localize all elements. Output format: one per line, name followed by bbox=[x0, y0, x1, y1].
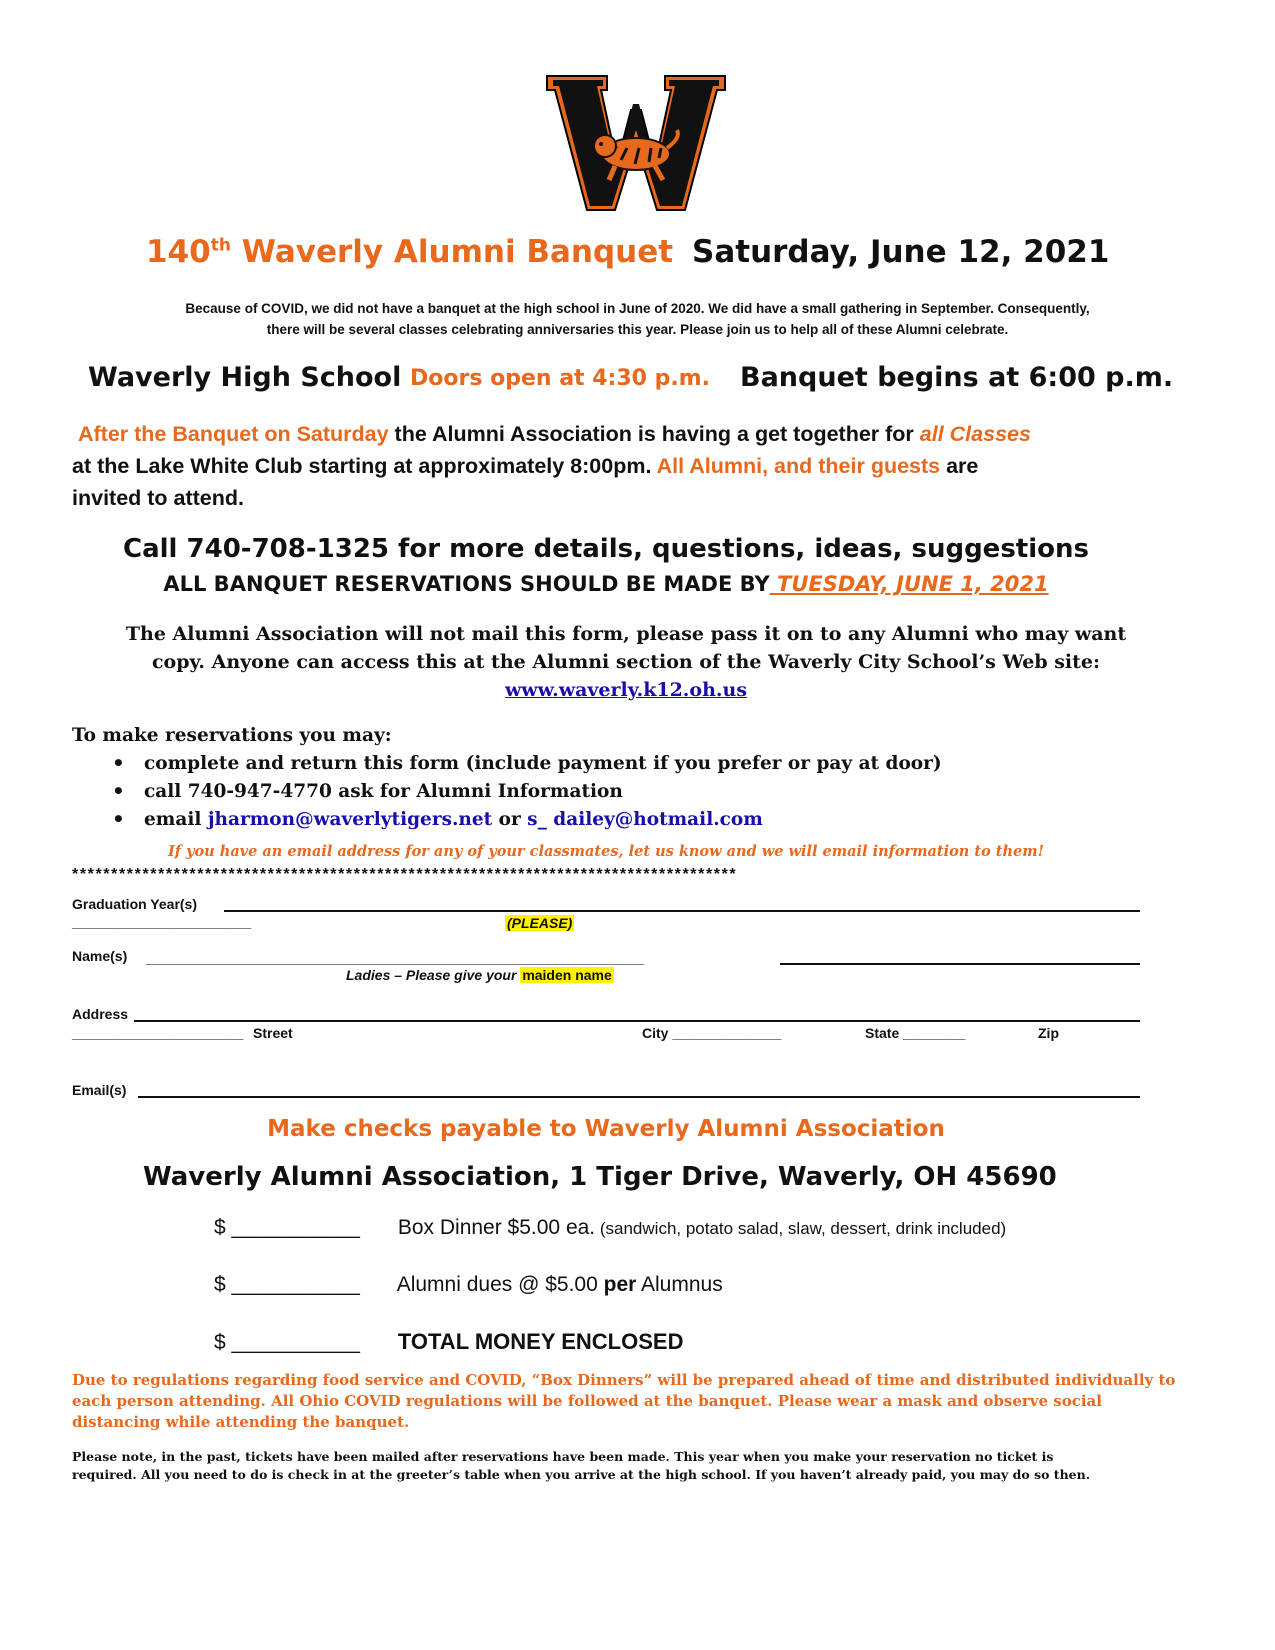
after-banquet-text-3: are bbox=[940, 454, 979, 478]
mail-note bbox=[40, 620, 1212, 704]
ticket-note-line-2: required. All you need to do is check in at the greeter’s table when you arrive at the high school. If you haven’t already paid, you may do so then. bbox=[72, 1467, 1091, 1482]
event-location: Waverly High School bbox=[88, 362, 402, 393]
names-label: Name(s) bbox=[72, 948, 128, 964]
zip-label: Zip bbox=[1038, 1025, 1059, 1041]
reservations-section bbox=[72, 722, 1192, 834]
box-dinner-amount-field[interactable]: $ ___________ bbox=[214, 1216, 360, 1239]
graduation-year-label: Graduation Year(s) bbox=[72, 896, 198, 912]
all-classes-text: all Classes bbox=[919, 422, 1031, 446]
total-amount-field[interactable]: $ ___________ bbox=[214, 1331, 360, 1354]
alumni-dues-per: per bbox=[603, 1273, 637, 1296]
mail-note-line-2: copy. Anyone can access this at the Alumni section of the Waverly City School’s Web site: bbox=[151, 651, 1101, 673]
box-dinner-row bbox=[214, 1216, 1174, 1240]
covid-note-line-1: Due to regulations regarding food service and COVID, “Box Dinners” will be prepared ahead of time and distributed individually to bbox=[72, 1371, 1176, 1389]
reservation-option-email bbox=[72, 806, 1192, 834]
doors-open: Doors open at 4:30 p.m. bbox=[410, 366, 710, 391]
address-field[interactable] bbox=[134, 1020, 1140, 1022]
after-banquet-text-1: the Alumni Association is having a get together for bbox=[388, 422, 920, 446]
names-underscore: ________________________________________________________________ bbox=[146, 950, 645, 966]
address-label: Address bbox=[72, 1006, 129, 1022]
covid-note-line-2: each person attending. All Ohio COVID regulations will be followed at the banquet. Please wear a mask and observe social bbox=[72, 1392, 1102, 1410]
all-alumni-text: All Alumni, and their guests bbox=[656, 454, 941, 478]
street-underscore: ______________________ bbox=[72, 1025, 244, 1041]
reservations-heading: To make reservations you may: bbox=[72, 725, 392, 746]
call-line: Call 740-708-1325 for more details, questions, ideas, suggestions bbox=[123, 534, 1089, 564]
classmates-note: If you have an email address for any of your classmates, let us know and we will email information to them! bbox=[168, 843, 1044, 860]
deadline-date: TUESDAY, JUNE 1, 2021 bbox=[769, 572, 1049, 596]
email-label: Email(s) bbox=[72, 1082, 127, 1098]
checks-payable: Make checks payable to Waverly Alumni Association bbox=[267, 1116, 945, 1142]
maiden-name-note bbox=[346, 967, 614, 983]
deadline-line bbox=[0, 572, 1212, 596]
reservation-option-form: • complete and return this form (include payment if you prefer or pay at door) bbox=[72, 750, 1192, 778]
email-link-jharmon[interactable]: jharmon@waverlytigers.net bbox=[207, 809, 493, 830]
deadline-label: ALL BANQUET RESERVATIONS SHOULD BE MADE BY bbox=[163, 572, 770, 596]
divider-stars: ************************************************************************************* bbox=[72, 866, 738, 883]
email-field[interactable] bbox=[138, 1096, 1140, 1098]
reservation-option-call: • call 740-947-4770 ask for Alumni Information bbox=[72, 778, 1192, 806]
banquet-date: Saturday, June 12, 2021 bbox=[692, 234, 1110, 270]
association-address: Waverly Alumni Association, 1 Tiger Drive, Waverly, OH 45690 bbox=[143, 1162, 1057, 1192]
covid-note bbox=[72, 1370, 1222, 1433]
graduation-year-field[interactable] bbox=[224, 910, 1140, 912]
title-text: Waverly Alumni Banquet bbox=[230, 234, 674, 270]
banquet-title bbox=[146, 234, 673, 270]
intro-line-1: Because of COVID, we did not have a banquet at the high school in June of 2020. We did have a small gathering in September. Consequently, bbox=[185, 301, 1090, 316]
box-dinner-detail: (sandwich, potato salad, slaw, dessert, drink included) bbox=[595, 1219, 1007, 1238]
after-banquet-lead: After the Banquet on Saturday bbox=[77, 422, 389, 446]
after-banquet-text-2: at the Lake White Club starting at approximately 8:00pm. bbox=[72, 454, 657, 478]
maiden-name-prefix: Ladies – Please give your bbox=[346, 967, 521, 983]
intro-line-2: there will be several classes celebrating anniversaries this year. Please join us to help all of these Alumni celebrate. bbox=[266, 322, 1009, 337]
city-field[interactable]: City ______________ bbox=[642, 1025, 782, 1041]
alumni-dues-row bbox=[214, 1273, 723, 1297]
email-or: or bbox=[492, 809, 528, 830]
graduation-year-underscore: _______________________ bbox=[72, 914, 252, 930]
banquet-begins: Banquet begins at 6:00 p.m. bbox=[740, 362, 1174, 393]
after-banquet-text-4: invited to attend. bbox=[72, 486, 244, 510]
reservations-list bbox=[72, 750, 1192, 834]
alumni-dues-prefix: Alumni dues @ $5.00 bbox=[396, 1273, 604, 1296]
email-link-dailey[interactable]: s_ dailey@hotmail.com bbox=[527, 809, 763, 830]
state-field[interactable]: State ________ bbox=[865, 1025, 966, 1041]
names-field[interactable] bbox=[780, 963, 1140, 965]
covid-note-line-3: distancing while attending the banquet. bbox=[72, 1413, 410, 1431]
title-superscript: th bbox=[210, 235, 231, 256]
box-dinner-label: Box Dinner $5.00 ea. bbox=[397, 1216, 596, 1239]
please-label bbox=[505, 915, 574, 931]
alumni-dues-amount-field[interactable]: $ ___________ bbox=[214, 1273, 360, 1296]
please-highlight: (PLEASE) bbox=[507, 915, 573, 931]
school-logo bbox=[545, 72, 727, 214]
ticket-note bbox=[72, 1448, 1222, 1484]
after-banquet-paragraph bbox=[72, 418, 1222, 514]
alumni-dues-suffix: Alumnus bbox=[636, 1273, 723, 1296]
intro-text bbox=[60, 298, 1215, 340]
email-prefix: email bbox=[144, 809, 208, 830]
mail-note-line-1: The Alumni Association will not mail this form, please pass it on to any Alumni who may want bbox=[125, 623, 1127, 645]
website-link[interactable]: www.waverly.k12.oh.us bbox=[504, 679, 748, 701]
total-row bbox=[214, 1329, 683, 1355]
maiden-name-highlight: maiden name bbox=[522, 967, 612, 983]
total-label: TOTAL MONEY ENCLOSED bbox=[397, 1329, 684, 1354]
title-number: 140 bbox=[146, 234, 211, 270]
ticket-note-line-1: Please note, in the past, tickets have been mailed after reservations have been made. This year when you make your reservation no ticket is bbox=[72, 1449, 1054, 1464]
street-label: Street bbox=[253, 1025, 293, 1041]
